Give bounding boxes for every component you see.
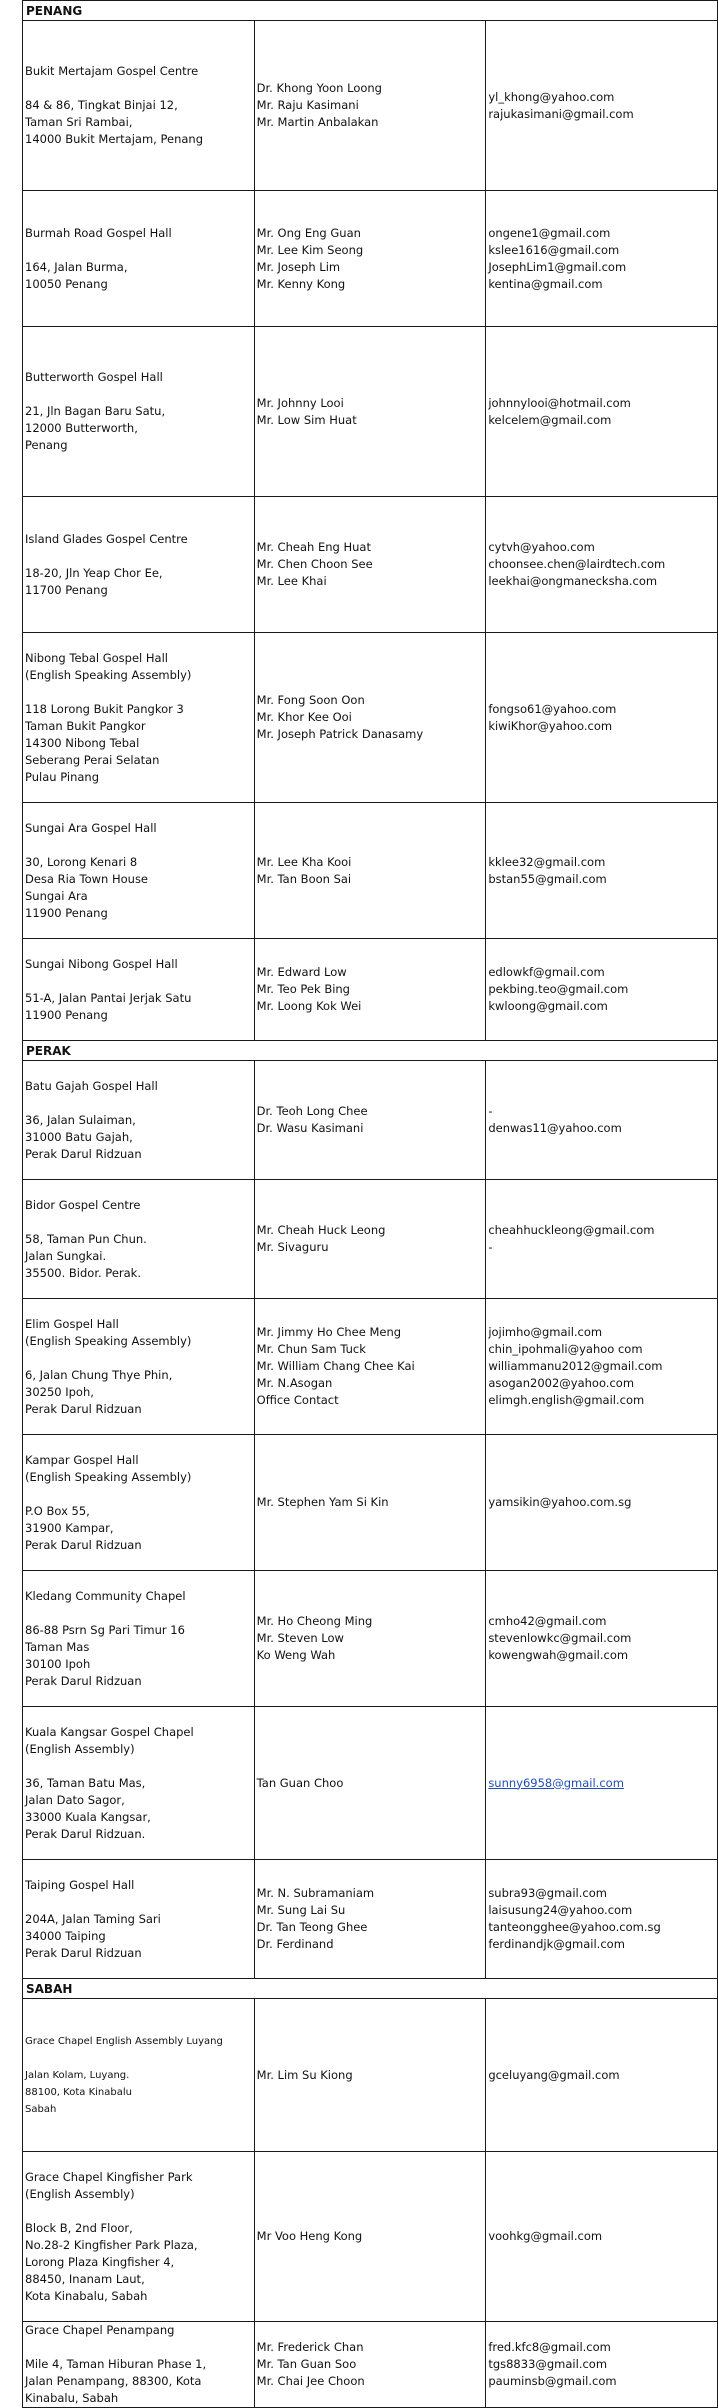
- contacts-cell: Mr. Fong Soon Oon Mr. Khor Kee Ooi Mr. Joseph Patrick Danasamy: [254, 633, 486, 803]
- emails-cell: gceluyang@gmail.com: [486, 1999, 718, 2152]
- emails-cell: edlowkf@gmail.com pekbing.teo@gmail.com kwloong@gmail.com: [486, 939, 718, 1041]
- table-row: [23, 21, 718, 191]
- church-directory-table: [22, 0, 718, 2408]
- church-cell: Grace Chapel Penampang Mile 4, Taman Hiburan Phase 1, Jalan Penampang, 88300, Kota Kinabalu, Sabah: [23, 2322, 255, 2408]
- contacts-cell: Mr. Stephen Yam Si Kin: [254, 1435, 486, 1571]
- church-cell: Sungai Nibong Gospel Hall 51-A, Jalan Pantai Jerjak Satu 11900 Penang: [23, 939, 255, 1041]
- emails-cell: cheahhuckleong@gmail.com -: [486, 1180, 718, 1299]
- emails-cell: yl_khong@yahoo.com rajukasimani@gmail.com: [486, 21, 718, 191]
- table-row: [23, 1061, 718, 1180]
- table-row: [23, 803, 718, 939]
- table-row: [23, 939, 718, 1041]
- section-title: PERAK: [23, 1041, 718, 1061]
- contacts-cell: Mr Voo Heng Kong: [254, 2152, 486, 2322]
- contacts-cell: Mr. Cheah Huck Leong Mr. Sivaguru: [254, 1180, 486, 1299]
- church-cell: Kuala Kangsar Gospel Chapel (English Assembly) 36, Taman Batu Mas, Jalan Dato Sagor, 33000 Kuala Kangsar, Perak Darul Ridzuan.: [23, 1707, 255, 1860]
- section-header-perak: [23, 1041, 718, 1061]
- church-cell: Sungai Ara Gospel Hall 30, Lorong Kenari 8 Desa Ria Town House Sungai Ara 11900 Penang: [23, 803, 255, 939]
- table-row: [23, 1999, 718, 2152]
- emails-cell: johnnylooi@hotmail.com kelcelem@gmail.com: [486, 327, 718, 497]
- emails-cell: subra93@gmail.com laisusung24@yahoo.com tanteongghee@yahoo.com.sg ferdinandjk@gmail.com: [486, 1860, 718, 1979]
- church-cell: Kledang Community Chapel 86-88 Psrn Sg Pari Timur 16 Taman Mas 30100 Ipoh Perak Darul Ridzuan: [23, 1571, 255, 1707]
- church-cell: Island Glades Gospel Centre 18-20, Jln Yeap Chor Ee, 11700 Penang: [23, 497, 255, 633]
- emails-cell: - denwas11@yahoo.com: [486, 1061, 718, 1180]
- emails-cell: yamsikin@yahoo.com.sg: [486, 1435, 718, 1571]
- table-row: [23, 633, 718, 803]
- contacts-cell: Mr. N. Subramaniam Mr. Sung Lai Su Dr. Tan Teong Ghee Dr. Ferdinand: [254, 1860, 486, 1979]
- table-row: [23, 1707, 718, 1860]
- church-cell: Grace Chapel Kingfisher Park (English Assembly) Block B, 2nd Floor, No.28-2 Kingfisher Park Plaza, Lorong Plaza Kingfisher 4, 88450, Inanam Laut, Kota Kinabalu, Sabah: [23, 2152, 255, 2322]
- emails-cell: fongso61@yahoo.com kiwiKhor@yahoo.com: [486, 633, 718, 803]
- emails-cell: [486, 1707, 718, 1860]
- email-link[interactable]: sunny6958@gmail.com: [488, 1775, 624, 1790]
- emails-cell: voohkg@gmail.com: [486, 2152, 718, 2322]
- contacts-cell: Mr. Cheah Eng Huat Mr. Chen Choon See Mr. Lee Khai: [254, 497, 486, 633]
- contacts-cell: Dr. Teoh Long Chee Dr. Wasu Kasimani: [254, 1061, 486, 1180]
- emails-cell: jojimho@gmail.com chin_ipohmali@yahoo com williammanu2012@gmail.com asogan2002@yahoo.com elimgh.english@gmail.com: [486, 1299, 718, 1435]
- contacts-cell: Mr. Edward Low Mr. Teo Pek Bing Mr. Loong Kok Wei: [254, 939, 486, 1041]
- church-cell: Kampar Gospel Hall (English Speaking Assembly) P.O Box 55, 31900 Kampar, Perak Darul Ridzuan: [23, 1435, 255, 1571]
- emails-cell: kklee32@gmail.com bstan55@gmail.com: [486, 803, 718, 939]
- table-row: [23, 2152, 718, 2322]
- table-row: [23, 191, 718, 327]
- section-header-sabah: [23, 1979, 718, 1999]
- contacts-cell: Mr. Jimmy Ho Chee Meng Mr. Chun Sam Tuck Mr. William Chang Chee Kai Mr. N.Asogan Office Contact: [254, 1299, 486, 1435]
- contacts-cell: Tan Guan Choo: [254, 1707, 486, 1860]
- church-cell: Nibong Tebal Gospel Hall (English Speaking Assembly) 118 Lorong Bukit Pangkor 3 Taman Bukit Pangkor 14300 Nibong Tebal Seberang Perai Selatan Pulau Pinang: [23, 633, 255, 803]
- table-row: [23, 2322, 718, 2408]
- contacts-cell: Mr. Lim Su Kiong: [254, 1999, 486, 2152]
- contacts-cell: Mr. Frederick Chan Mr. Tan Guan Soo Mr. Chai Jee Choon: [254, 2322, 486, 2408]
- church-cell: Taiping Gospel Hall 204A, Jalan Taming Sari 34000 Taiping Perak Darul Ridzuan: [23, 1860, 255, 1979]
- section-title: PENANG: [23, 1, 718, 21]
- church-cell: Elim Gospel Hall (English Speaking Assembly) 6, Jalan Chung Thye Phin, 30250 Ipoh, Perak Darul Ridzuan: [23, 1299, 255, 1435]
- table-row: [23, 1180, 718, 1299]
- emails-cell: cytvh@yahoo.com choonsee.chen@lairdtech.com leekhai@ongmanecksha.com: [486, 497, 718, 633]
- table-row: [23, 497, 718, 633]
- table-row: [23, 1299, 718, 1435]
- contacts-cell: Mr. Johnny Looi Mr. Low Sim Huat: [254, 327, 486, 497]
- church-cell: Grace Chapel English Assembly Luyang Jalan Kolam, Luyang. 88100, Kota Kinabalu Sabah: [23, 1999, 255, 2152]
- emails-cell: ongene1@gmail.com kslee1616@gmail.com JosephLim1@gmail.com kentina@gmail.com: [486, 191, 718, 327]
- contacts-cell: Mr. Ho Cheong Ming Mr. Steven Low Ko Weng Wah: [254, 1571, 486, 1707]
- church-cell: Burmah Road Gospel Hall 164, Jalan Burma, 10050 Penang: [23, 191, 255, 327]
- church-cell: Batu Gajah Gospel Hall 36, Jalan Sulaiman, 31000 Batu Gajah, Perak Darul Ridzuan: [23, 1061, 255, 1180]
- contacts-cell: Mr. Lee Kha Kooi Mr. Tan Boon Sai: [254, 803, 486, 939]
- section-header-penang: [23, 1, 718, 21]
- contacts-cell: Mr. Ong Eng Guan Mr. Lee Kim Seong Mr. Joseph Lim Mr. Kenny Kong: [254, 191, 486, 327]
- church-cell: Butterworth Gospel Hall 21, Jln Bagan Baru Satu, 12000 Butterworth, Penang: [23, 327, 255, 497]
- church-cell: Bukit Mertajam Gospel Centre 84 & 86, Tingkat Binjai 12, Taman Sri Rambai, 14000 Bukit Mertajam, Penang: [23, 21, 255, 191]
- table-row: [23, 1860, 718, 1979]
- church-cell: Bidor Gospel Centre 58, Taman Pun Chun. Jalan Sungkai. 35500. Bidor. Perak.: [23, 1180, 255, 1299]
- contacts-cell: Dr. Khong Yoon Loong Mr. Raju Kasimani Mr. Martin Anbalakan: [254, 21, 486, 191]
- table-row: [23, 1435, 718, 1571]
- table-row: [23, 327, 718, 497]
- emails-cell: fred.kfc8@gmail.com tgs8833@gmail.com pauminsb@gmail.com: [486, 2322, 718, 2408]
- section-title: SABAH: [23, 1979, 718, 1999]
- emails-cell: cmho42@gmail.com stevenlowkc@gmail.com kowengwah@gmail.com: [486, 1571, 718, 1707]
- table-row: [23, 1571, 718, 1707]
